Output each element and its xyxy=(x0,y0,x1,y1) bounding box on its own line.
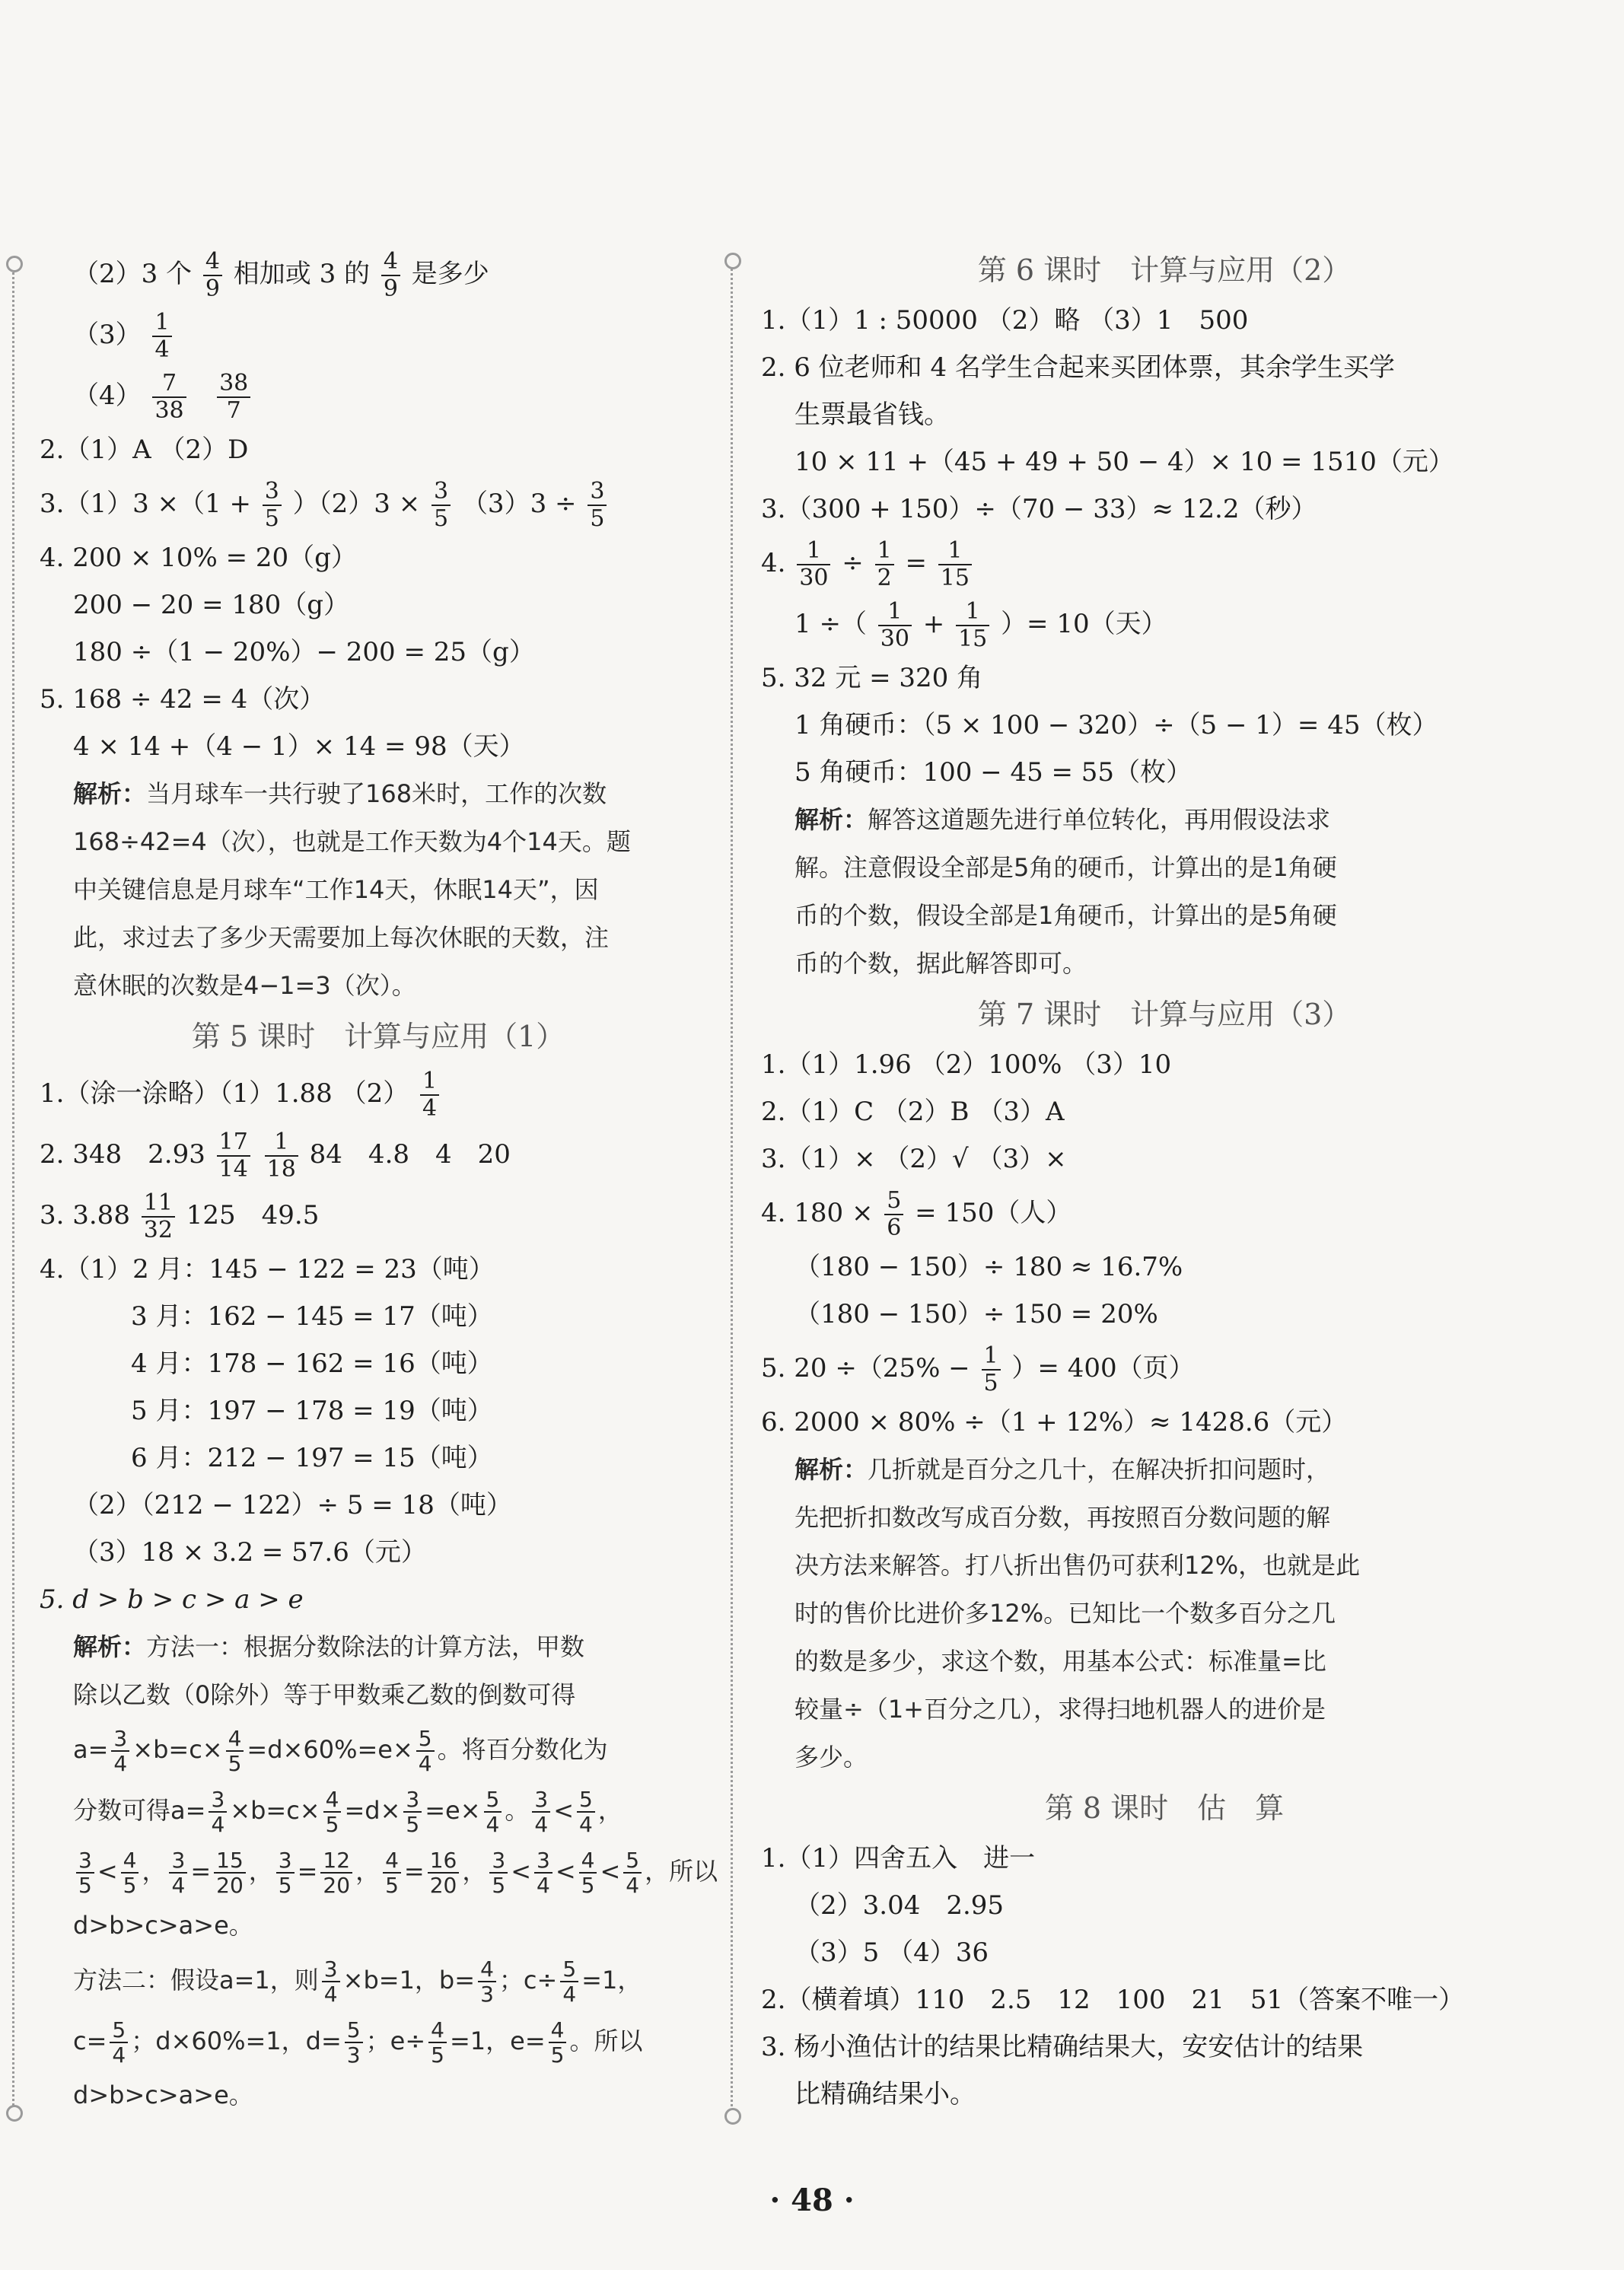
fraction: $\frac{4}{9}$ xyxy=(203,249,222,302)
answer-line: 180 ÷（1 − 20%）− 200 = 25（g） xyxy=(73,637,535,667)
fraction: $\frac{3}{4}$ xyxy=(169,1848,187,1897)
analysis-block: 解析：几折就是百分之几十，在解决折扣问题时， xyxy=(794,1455,1331,1484)
answer-line: 3.（1）3 ×（1 + $\frac{3}{5}$ ）（2）3 × $\frac{3}{5}$ （3）3 ÷ $\frac{3}{5}$ xyxy=(40,473,717,534)
fraction: $\frac{4}{5}$ xyxy=(428,2018,447,2067)
answer-line: 1.（1）1.96 （2）100% （3）10 xyxy=(761,1049,1172,1080)
analysis-line: $\frac{3}{5}$ < $\frac{4}{5}$ ， $\frac{3}{4}$ = $\frac{15}{20}$ ， $\frac{3}{5}$ = $\frac{12}{20}$ ， $\frac{4}{5}$ = $\frac{16}{20}$ ， $\frac{3}{5}$ < $\frac{3}{4}$ < $\frac{4}{5}$ < $\frac{5}{4}$ ，所以 xyxy=(40,1841,717,1902)
analysis-line: 此，求过去了多少天需要加上每次休眠的天数，注 xyxy=(73,923,610,952)
answer-line: 10 × 11 +（45 + 49 + 50 − 4）× 10 = 1510（元） xyxy=(794,447,1454,477)
answer-line: （2）（212 − 122）÷ 5 = 18（吨） xyxy=(73,1490,512,1520)
answer-line: 6. 2000 × 80% ÷（1 + 12%）≈ 1428.6（元） xyxy=(761,1407,1348,1437)
fraction: $\frac{3}{5}$ xyxy=(276,1848,295,1897)
fraction: $\frac{1}{30}$ xyxy=(878,599,912,652)
analysis-line: 币的个数，据此解答即可。 xyxy=(794,949,1087,978)
fraction: $\frac{1}{30}$ xyxy=(797,538,830,591)
analysis-line: 决方法来解答。打八折出售仍可获利12%，也就是此 xyxy=(794,1551,1361,1580)
answer-line: 5. d > b > c > a > e xyxy=(40,1584,304,1615)
analysis-block: 解析：方法一：根据分数除法的计算方法，甲数 xyxy=(73,1632,585,1661)
fraction: $\frac{11}{32}$ xyxy=(142,1190,175,1243)
answer-line: （180 − 150）÷ 150 = 20% xyxy=(794,1299,1158,1329)
answer-line: 2. 6 位老师和 4 名学生合起来买团体票，其余学生买学 xyxy=(761,352,1395,383)
analysis-line: 先把折扣数改写成百分数，再按照百分数问题的解 xyxy=(794,1503,1331,1532)
analysis-line: 分数可得a= $\frac{3}{4}$ ×b=c× $\frac{4}{5}$ =d× $\frac{3}{5}$ =e× $\frac{5}{4}$ 。 $\frac{3}{4}$ < $\frac{5}{4}$ ， xyxy=(73,1787,623,1837)
fraction: $\frac{3}{5}$ xyxy=(588,479,607,532)
answer-line: （3）5 （4）36 xyxy=(794,1937,989,1968)
fraction: $\frac{1}{18}$ xyxy=(265,1129,298,1183)
fraction: $\frac{5}{4}$ xyxy=(484,1788,502,1836)
divider-knob-bottom xyxy=(724,2108,741,2125)
fraction: $\frac{3}{4}$ xyxy=(534,1848,552,1897)
fraction: $\frac{4}{9}$ xyxy=(381,249,400,302)
analysis-line: 除以乙数（0除外）等于甲数乘乙数的倒数可得 xyxy=(73,1680,576,1709)
fraction: $\frac{4}{5}$ xyxy=(383,1848,401,1897)
answer-line: 3. 3.88 $\frac{11}{32}$ 125 49.5 xyxy=(40,1189,320,1243)
answer-line: 1 ÷（ $\frac{1}{30}$ + $\frac{1}{15}$ ）= 10（天） xyxy=(794,598,1167,652)
fraction: $\frac{5}{3}$ xyxy=(345,2018,363,2067)
analysis-line: d>b>c>a>e。 xyxy=(73,1911,253,1940)
answer-line: 4.（1）2 月：145 − 122 = 23（吨） xyxy=(40,1254,495,1285)
answer-line: 5 角硬币：100 − 45 = 55（枚） xyxy=(794,757,1193,788)
margin-knob-top-left xyxy=(6,256,23,272)
answer-line: （180 − 150）÷ 180 ≈ 16.7% xyxy=(794,1252,1183,1282)
fraction: $\frac{3}{4}$ xyxy=(322,1957,340,2006)
analysis-block: 解析：当月球车一共行驶了168米时，工作的次数 xyxy=(73,779,607,808)
answer-line: 3.（1）× （2）√ （3）× xyxy=(761,1144,1067,1174)
answer-line: 5. 168 ÷ 42 = 4（次） xyxy=(40,684,326,715)
answer-line: 生票最省钱。 xyxy=(794,400,950,430)
analysis-line: a= $\frac{3}{4}$ ×b=c× $\frac{4}{5}$ =d×60%=e× $\frac{5}{4}$ 。将百分数化为 xyxy=(73,1726,608,1776)
fraction: $\frac{4}{5}$ xyxy=(323,1788,342,1836)
page-number: · 48 · xyxy=(769,2182,855,2218)
fraction: $\frac{15}{20}$ xyxy=(214,1848,246,1897)
answer-line: 5. 32 元 = 320 角 xyxy=(761,663,983,693)
analysis-block: 解析：解答这道题先进行单位转化，再用假设法求 xyxy=(794,805,1331,834)
fraction: $\frac{3}{5}$ xyxy=(489,1848,508,1897)
fraction: $\frac{17}{14}$ xyxy=(217,1129,250,1183)
fraction: $\frac{5}{4}$ xyxy=(416,1727,435,1775)
fraction: $\frac{12}{20}$ xyxy=(320,1848,352,1897)
divider-knob-top xyxy=(724,253,741,269)
answer-line: 5. 20 ÷（25% − $\frac{1}{5}$ ）= 400（页） xyxy=(761,1342,1195,1396)
fraction: $\frac{5}{4}$ xyxy=(110,2018,128,2067)
fraction: $\frac{5}{4}$ xyxy=(577,1788,595,1836)
answer-line: 3 月：162 − 145 = 17（吨） xyxy=(131,1301,493,1332)
right-column xyxy=(761,244,1568,2118)
fraction: $\frac{1}{2}$ xyxy=(875,538,894,591)
analysis-line: 时的售价比进价多12%。已知比一个数多百分之几 xyxy=(794,1599,1336,1628)
analysis-line: 币的个数，假设全部是1角硬币，计算出的是5角硬 xyxy=(794,901,1337,930)
answer-line: （4） $\frac{7}{38}$ $\frac{38}{7}$ xyxy=(40,365,717,426)
answer-line: 200 − 20 = 180（g） xyxy=(73,590,350,620)
answer-line: （3） $\frac{1}{4}$ xyxy=(40,304,717,365)
section-title-lesson-6: 第 6 课时 计算与应用（2） xyxy=(977,253,1352,287)
answer-line: 4 × 14 +（4 − 1）× 14 = 98（天） xyxy=(73,731,525,762)
answer-line: 1.（1）1 : 50000 （2）略 （3）1 500 xyxy=(761,305,1249,336)
fraction: $\frac{7}{38}$ xyxy=(152,371,186,424)
answer-line: 3. 杨小渔估计的结果比精确结果大，安安估计的结果 xyxy=(761,2032,1364,2062)
fraction: $\frac{38}{7}$ xyxy=(217,371,250,424)
analysis-line: 中关键信息是月球车“工作14天，休眠14天”，因 xyxy=(73,875,599,904)
fraction: $\frac{3}{5}$ xyxy=(76,1848,94,1897)
analysis-line: d>b>c>a>e。 xyxy=(73,2081,253,2109)
fraction: $\frac{3}{5}$ xyxy=(403,1788,422,1836)
fraction: $\frac{1}{15}$ xyxy=(938,538,972,591)
fraction: $\frac{5}{6}$ xyxy=(884,1188,903,1241)
margin-knob-bottom-left xyxy=(6,2105,23,2122)
fraction: $\frac{3}{5}$ xyxy=(263,479,282,532)
fraction: $\frac{4}{5}$ xyxy=(226,1727,244,1775)
answer-line: （2）3.04 2.95 xyxy=(794,1890,1005,1921)
fraction: $\frac{3}{4}$ xyxy=(532,1788,550,1836)
fraction: $\frac{1}{4}$ xyxy=(152,310,171,363)
answer-line: 2.（1）C （2）B （3）A xyxy=(761,1097,1065,1127)
answer-line: 2.（1）A （2）D xyxy=(40,435,249,465)
column-divider xyxy=(731,259,733,2116)
fraction: $\frac{1}{4}$ xyxy=(420,1068,439,1122)
analysis-line: 的数是多少，求这个数，用基本公式：标准量=比 xyxy=(794,1647,1326,1676)
answer-line: 4 月：178 − 162 = 16（吨） xyxy=(131,1348,493,1379)
answer-line: 5 月：197 − 178 = 19（吨） xyxy=(131,1396,493,1426)
fraction: $\frac{5}{4}$ xyxy=(623,1848,642,1897)
answer-line: 4. 200 × 10% = 20（g） xyxy=(40,543,357,573)
fraction: $\frac{4}{5}$ xyxy=(121,1848,139,1897)
analysis-line: 意休眠的次数是4−1=3（次）。 xyxy=(73,971,416,1000)
answer-line: 2. 348 2.93 $\frac{17}{14}$ $\frac{1}{18}$ 84 4.8 4 20 xyxy=(40,1129,511,1183)
fraction: $\frac{4}{5}$ xyxy=(549,2018,567,2067)
fraction: $\frac{3}{4}$ xyxy=(209,1788,227,1836)
analysis-line: 方法二：假设a=1，则 $\frac{3}{4}$ ×b=1，b= $\frac{4}{3}$ ；c÷ $\frac{5}{4}$ =1， xyxy=(73,1956,642,2007)
answer-line: （2）3 个 $\frac{4}{9}$ 相加或 3 的 $\frac{4}{9}$ 是多少 xyxy=(73,248,489,302)
fraction: $\frac{4}{3}$ xyxy=(478,1957,496,2006)
answer-line: 4. 180 × $\frac{5}{6}$ = 150（人） xyxy=(761,1187,1072,1241)
answer-line: 2.（横着填）110 2.5 12 100 21 51（答案不唯一） xyxy=(761,1985,1465,2015)
fraction: $\frac{1}{5}$ xyxy=(982,1343,1001,1396)
analysis-line: c= $\frac{5}{4}$ ；d×60%=1，d= $\frac{5}{3}$ ；e÷ $\frac{4}{5}$ =1，e= $\frac{4}{5}$ 。所以 xyxy=(73,2017,643,2068)
answer-line: 比精确结果小。 xyxy=(794,2079,976,2109)
fraction: $\frac{3}{4}$ xyxy=(111,1727,129,1775)
fraction: $\frac{5}{4}$ xyxy=(560,1957,578,2006)
answer-line: （3）18 × 3.2 = 57.6（元） xyxy=(73,1537,427,1568)
answer-line: 1 角硬币：（5 × 100 − 320）÷（5 − 1）= 45（枚） xyxy=(794,710,1438,740)
answer-line: 1.（1）四舍五入 进一 xyxy=(761,1843,1036,1874)
answer-line: 6 月：212 − 197 = 15（吨） xyxy=(131,1443,493,1473)
answer-line: 4. $\frac{1}{30}$ ÷ $\frac{1}{2}$ = $\frac{1}{15}$ xyxy=(761,533,1568,594)
analysis-line: 较量÷（1+百分之几），求得扫地机器人的进价是 xyxy=(794,1695,1326,1724)
section-title-lesson-7: 第 7 课时 计算与应用（3） xyxy=(977,998,1352,1031)
answer-line: 1.（涂一涂略）（1）1.88 （2） $\frac{1}{4}$ xyxy=(40,1063,717,1124)
fraction: $\frac{4}{5}$ xyxy=(579,1848,597,1897)
fraction: $\frac{1}{15}$ xyxy=(956,599,989,652)
fraction: $\frac{16}{20}$ xyxy=(428,1848,460,1897)
answer-line: 3.（300 + 150）÷（70 − 33）≈ 12.2（秒） xyxy=(761,494,1317,524)
analysis-line: 多少。 xyxy=(794,1743,868,1772)
analysis-line: 168÷42=4（次），也就是工作天数为4个14天。题 xyxy=(73,827,631,856)
left-margin-rule xyxy=(12,263,14,2112)
section-title-lesson-8: 第 8 课时 估 算 xyxy=(1044,1791,1285,1825)
analysis-line: 解。注意假设全部是5角的硬币，计算出的是1角硬 xyxy=(794,853,1337,882)
section-title-lesson-5: 第 5 课时 计算与应用（1） xyxy=(191,1020,565,1053)
left-column xyxy=(40,244,717,2119)
fraction: $\frac{3}{5}$ xyxy=(431,479,451,532)
